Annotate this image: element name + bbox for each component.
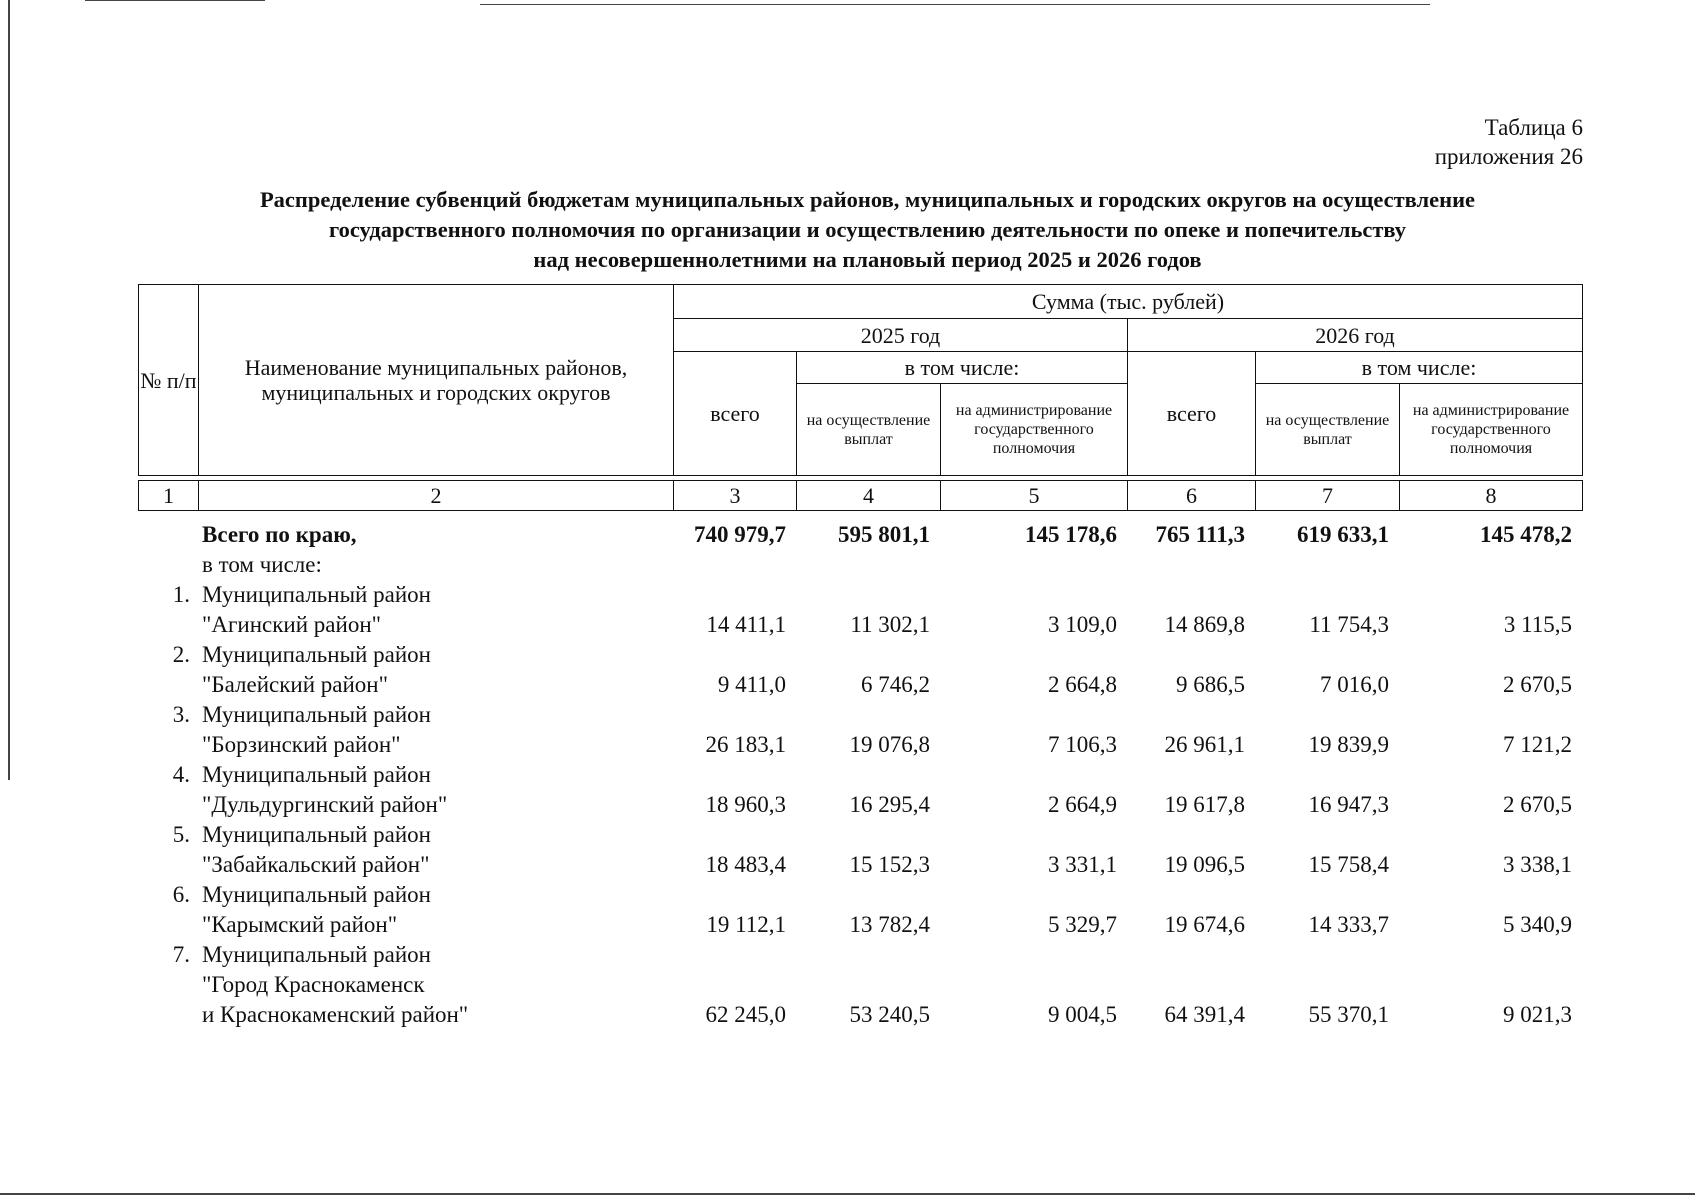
header-no: № п/п [139, 285, 199, 476]
row-payments-2025: 11 302,1 [850, 612, 930, 637]
row-admin-2025: 2 664,9 [1048, 792, 1117, 817]
col-num-7: 7 [1256, 481, 1400, 511]
row-payments-2026: 7 016,0 [1320, 672, 1389, 697]
col-num-3: 3 [674, 481, 797, 511]
row-total-2026: 26 961,1 [1164, 732, 1245, 757]
row-total-2026: 9 686,5 [1176, 672, 1245, 697]
row-total-2025: 19 112,1 [706, 912, 786, 937]
row-name: Муниципальный район "Забайкальский район" [202, 822, 431, 877]
row-number: 2. [172, 642, 190, 667]
header-total-2026: всего [1128, 352, 1256, 476]
summary-payments-2025: 595 801,1 [838, 522, 930, 547]
row-payments-2026: 19 839,9 [1308, 732, 1389, 757]
table-row [138, 880, 1582, 940]
row-name: Муниципальный район "Карымский район" [202, 882, 431, 937]
bottom-page-edge [0, 1193, 1695, 1195]
row-name: Муниципальный район "Борзинский район" [202, 702, 431, 757]
table-row [138, 700, 1582, 760]
summary-total-2026: 765 111,3 [1155, 522, 1245, 547]
row-payments-2025: 6 746,2 [861, 672, 930, 697]
row-admin-2025: 5 329,7 [1048, 912, 1117, 937]
row-total-2026: 19 674,6 [1164, 912, 1245, 937]
left-page-edge [8, 0, 10, 780]
table-row [138, 760, 1582, 820]
col-num-5: 5 [941, 481, 1128, 511]
summary-label: Всего по краю, в том числе: [202, 522, 357, 577]
header-incl-2025: в том числе: [797, 352, 1128, 384]
summary-total-2025: 740 979,7 [694, 522, 786, 547]
row-payments-2026: 16 947,3 [1308, 792, 1389, 817]
row-total-2026: 64 391,4 [1164, 1002, 1245, 1027]
summary-payments-2026: 619 633,1 [1297, 522, 1389, 547]
row-name: Муниципальный район "Балейский район" [202, 642, 431, 697]
annex-number: приложения 26 [1434, 144, 1583, 169]
col-num-4: 4 [797, 481, 941, 511]
row-total-2025: 18 960,3 [705, 792, 786, 817]
summary-admin-2026: 145 478,2 [1480, 522, 1572, 547]
row-admin-2025: 3 331,1 [1048, 852, 1117, 877]
row-total-2025: 62 245,0 [705, 1002, 786, 1027]
table-row [138, 640, 1582, 700]
header-admin-2025: на администрирование государственного полномочия [941, 384, 1128, 476]
header-year-2026: 2026 год [1128, 319, 1583, 352]
table-row [138, 580, 1582, 640]
col-num-1: 1 [139, 481, 199, 511]
table-row [138, 940, 1582, 1030]
row-admin-2025: 9 004,5 [1048, 1002, 1117, 1027]
row-admin-2026: 9 021,3 [1503, 1002, 1572, 1027]
table-row [138, 820, 1582, 880]
header-incl-2026: в том числе: [1256, 352, 1583, 384]
summary-admin-2025: 145 178,6 [1025, 522, 1117, 547]
row-admin-2026: 7 121,2 [1503, 732, 1572, 757]
summary-row [138, 520, 1582, 580]
row-name: Муниципальный район "Дульдургинский район" [202, 762, 448, 817]
row-total-2025: 9 411,0 [717, 672, 786, 697]
row-number: 5. [172, 822, 190, 847]
title-line-3: над несовершеннолетними на плановый период 2025 и 2026 годов [533, 247, 1202, 272]
table-number: Таблица 6 [1484, 115, 1583, 140]
table-reference [1435, 113, 1583, 171]
row-payments-2025: 16 295,4 [849, 792, 930, 817]
row-payments-2025: 15 152,3 [849, 852, 930, 877]
header-payments-2026: на осуществление выплат [1256, 384, 1400, 476]
row-payments-2026: 15 758,4 [1308, 852, 1389, 877]
row-name: Муниципальный район "Агинский район" [202, 582, 431, 637]
row-number: 7. [172, 942, 190, 967]
row-total-2026: 19 617,8 [1164, 792, 1245, 817]
top-scan-line-left [85, 0, 265, 1]
header-total-2025: всего [674, 352, 797, 476]
row-admin-2025: 2 664,8 [1048, 672, 1117, 697]
col-num-2: 2 [199, 481, 674, 511]
table-rows [138, 580, 1582, 1030]
row-payments-2026: 14 333,7 [1308, 912, 1389, 937]
header-year-2025: 2025 год [674, 319, 1128, 352]
table-header [138, 284, 1583, 511]
row-total-2026: 19 096,5 [1164, 852, 1245, 877]
row-total-2025: 18 483,4 [705, 852, 786, 877]
row-number: 1. [172, 582, 190, 607]
col-num-8: 8 [1400, 481, 1583, 511]
row-total-2025: 14 411,1 [706, 612, 786, 637]
row-payments-2026: 55 370,1 [1308, 1002, 1389, 1027]
row-payments-2026: 11 754,3 [1309, 612, 1389, 637]
row-admin-2025: 7 106,3 [1048, 732, 1117, 757]
row-payments-2025: 53 240,5 [849, 1002, 930, 1027]
row-number: 4. [172, 762, 190, 787]
document-title [140, 185, 1595, 275]
row-number: 6. [172, 882, 190, 907]
header-admin-2026: на администрирование государственного полномочия [1400, 384, 1583, 476]
col-num-6: 6 [1128, 481, 1256, 511]
header-sum: Сумма (тыс. рублей) [674, 285, 1583, 319]
row-total-2026: 14 869,8 [1164, 612, 1245, 637]
row-name: Муниципальный район "Город Краснокаменск и Краснокаменский район" [202, 942, 469, 1027]
table-body [138, 520, 1582, 580]
header-name: Наименование муниципальных районов, муниципальных и городских округов [199, 285, 674, 476]
row-admin-2025: 3 109,0 [1048, 612, 1117, 637]
row-admin-2026: 5 340,9 [1503, 912, 1572, 937]
title-line-2: государственного полномочия по организации и осуществлению деятельности по опеке и попечительству [328, 217, 1407, 242]
top-scan-line-right [480, 4, 1430, 5]
row-admin-2026: 2 670,5 [1503, 672, 1572, 697]
row-payments-2025: 19 076,8 [849, 732, 930, 757]
header-payments-2025: на осуществление выплат [797, 384, 941, 476]
row-admin-2026: 2 670,5 [1503, 792, 1572, 817]
row-number: 3. [172, 702, 190, 727]
title-line-1: Распределение субвенций бюджетам муниципальных районов, муниципальных и городских округов на осуществление [259, 187, 1476, 212]
row-admin-2026: 3 338,1 [1503, 852, 1572, 877]
row-payments-2025: 13 782,4 [849, 912, 930, 937]
row-admin-2026: 3 115,5 [1503, 612, 1572, 637]
row-total-2025: 26 183,1 [705, 732, 786, 757]
